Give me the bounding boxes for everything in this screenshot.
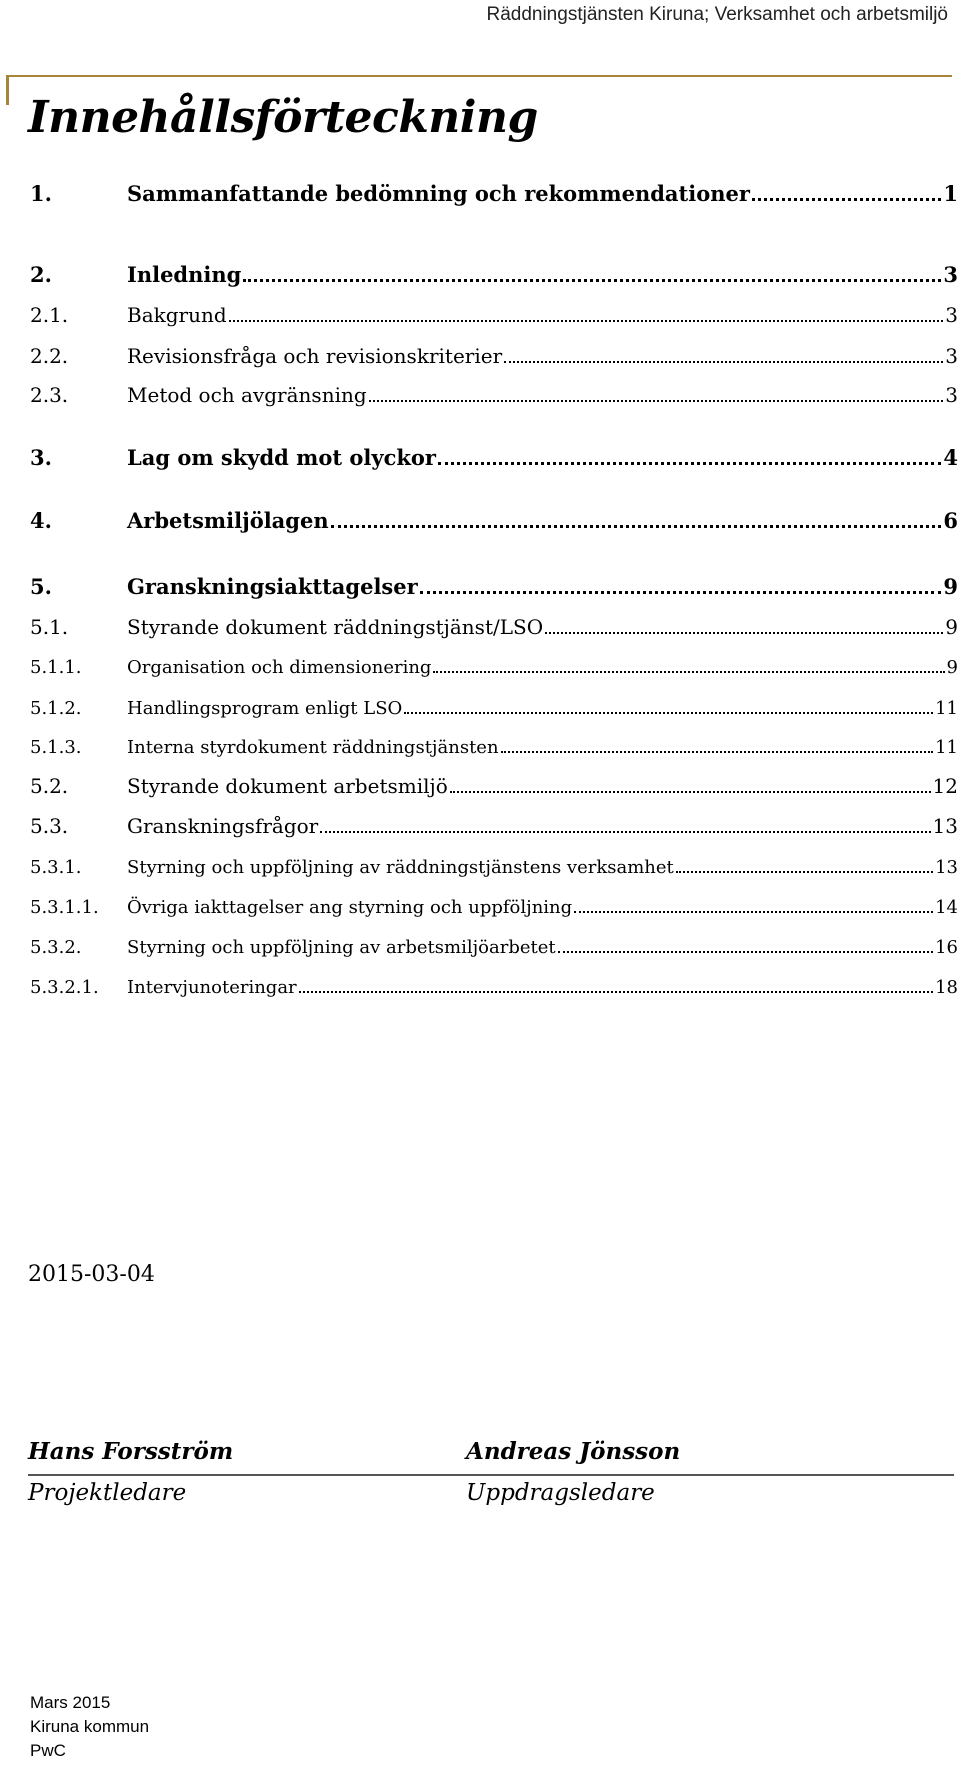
signature-name-2: Andreas Jönsson <box>466 1438 681 1465</box>
toc-entry-page: 16 <box>935 937 958 958</box>
toc-entry[interactable] <box>30 808 958 838</box>
toc-entry[interactable] <box>30 569 958 599</box>
toc-dot-leader <box>369 399 944 402</box>
footer-firm: PwC <box>30 1741 66 1760</box>
toc-entry[interactable] <box>30 338 958 368</box>
signature-rule <box>28 1474 954 1476</box>
toc-entry-page: 18 <box>935 977 958 998</box>
toc-entry-page: 13 <box>932 814 958 838</box>
toc-entry-page: 11 <box>935 698 958 719</box>
toc-heading: Innehållsförteckning <box>28 92 538 143</box>
toc-dot-leader <box>420 590 942 594</box>
toc-entry-page: 3 <box>943 262 958 287</box>
signature-role-1: Projektledare <box>28 1480 187 1506</box>
toc-entry-title: Övriga iakttagelser ang styrning och uppföljning <box>127 897 573 918</box>
toc-entry-number: 5.3.1.1. <box>30 897 99 918</box>
toc-entry[interactable] <box>30 609 958 639</box>
header-rule <box>6 75 952 77</box>
toc-entry-number: 4. <box>30 508 52 533</box>
toc-entry-title: Bakgrund <box>127 303 227 327</box>
toc-entry-number: 5. <box>30 574 52 599</box>
toc-dot-leader <box>438 461 941 465</box>
toc-entry-page: 9 <box>946 657 958 678</box>
toc-entry-title: Styrande dokument arbetsmiljö <box>127 774 448 798</box>
toc-dot-leader <box>450 790 931 793</box>
toc-entry-number: 5.3. <box>30 814 69 838</box>
toc-entry-title: Styrande dokument räddningstjänst/LSO <box>127 615 544 639</box>
toc-entry-number: 5.1.3. <box>30 737 82 758</box>
toc-entry-number: 5.2. <box>30 774 69 798</box>
footer-date: Mars 2015 <box>30 1693 111 1712</box>
toc-dot-leader <box>501 750 934 753</box>
footer <box>30 1691 149 1763</box>
toc-entry[interactable] <box>30 728 958 758</box>
header-rule-corner <box>6 75 9 105</box>
toc-entry[interactable] <box>30 768 958 798</box>
toc-entry[interactable] <box>30 176 958 206</box>
toc-entry-title: Revisionsfråga och revisionskriterier <box>127 344 503 368</box>
toc-dot-leader <box>299 990 933 993</box>
toc-entry-number: 5.1. <box>30 615 69 639</box>
toc-dot-leader <box>574 910 933 913</box>
toc-entry-title: Metod och avgränsning <box>127 383 367 407</box>
toc-entry-number: 5.3.1. <box>30 857 82 878</box>
toc-entry-number: 5.3.2.1. <box>30 977 99 998</box>
toc-entry-title: Sammanfattande bedömning och rekommendationer <box>127 181 750 206</box>
toc-dot-leader <box>504 360 943 363</box>
toc-entry-number: 2.3. <box>30 383 69 407</box>
toc-entry-number: 2.1. <box>30 303 69 327</box>
signature-name-1: Hans Forsström <box>28 1438 234 1465</box>
toc-entry-title: Lag om skydd mot olyckor <box>127 445 436 470</box>
toc-entry-title: Intervjunoteringar <box>127 977 297 998</box>
toc-dot-leader <box>320 830 930 833</box>
toc-entry-number: 5.1.2. <box>30 698 82 719</box>
toc-entry-title: Interna styrdokument räddningstjänsten <box>127 737 499 758</box>
toc-dot-leader <box>243 278 941 282</box>
toc-entry[interactable] <box>30 848 958 878</box>
toc-dot-leader <box>676 870 933 873</box>
toc-dot-leader <box>331 524 942 528</box>
toc-entry-page: 11 <box>935 737 958 758</box>
toc-entry[interactable] <box>30 440 958 470</box>
toc-entry-page: 3 <box>945 344 958 368</box>
toc-entry-page: 9 <box>943 574 958 599</box>
toc-entry-title: Handlingsprogram enligt LSO <box>127 698 403 719</box>
toc-entry-title: Inledning <box>127 262 242 287</box>
toc-entry-page: 13 <box>935 857 958 878</box>
toc-entry-page: 9 <box>945 615 958 639</box>
toc-entry-title: Arbetsmiljölagen <box>127 508 329 533</box>
toc-entry[interactable] <box>30 297 958 327</box>
toc-entry-title: Granskningsiakttagelser <box>127 574 418 599</box>
toc-entry[interactable] <box>30 968 958 998</box>
toc-entry-title: Organisation och dimensionering <box>127 657 432 678</box>
toc-entry[interactable] <box>30 928 958 958</box>
toc-entry-page: 12 <box>932 774 958 798</box>
toc-entry-number: 5.3.2. <box>30 937 82 958</box>
toc-entry[interactable] <box>30 689 958 719</box>
toc-dot-leader <box>752 197 941 201</box>
footer-client: Kiruna kommun <box>30 1717 150 1736</box>
toc-entry-title: Styrning och uppföljning av räddningstjänstens verksamhet <box>127 857 674 878</box>
toc-entry-page: 6 <box>943 508 958 533</box>
toc-entry-page: 3 <box>945 303 958 327</box>
toc-entry-page: 14 <box>935 897 958 918</box>
toc-dot-leader <box>404 711 933 714</box>
toc-entry-page: 4 <box>943 445 958 470</box>
toc-dot-leader <box>433 670 944 673</box>
toc-entry-number: 2. <box>30 262 52 287</box>
toc-entry-title: Styrning och uppföljning av arbetsmiljöarbetet <box>127 937 556 958</box>
running-header: Räddningstjänsten Kiruna; Verksamhet och arbetsmiljö <box>486 4 948 25</box>
toc-entry-page: 3 <box>945 383 958 407</box>
toc-entry-number: 2.2. <box>30 344 69 368</box>
toc-entry[interactable] <box>30 648 958 678</box>
toc-entry[interactable] <box>30 377 958 407</box>
signature-role-2: Uppdragsledare <box>466 1480 655 1506</box>
toc-dot-leader <box>229 319 944 322</box>
toc-entry[interactable] <box>30 257 958 287</box>
toc-entry-page: 1 <box>943 181 958 206</box>
toc-entry-number: 1. <box>30 181 52 206</box>
toc-entry[interactable] <box>30 503 958 533</box>
toc-entry-number: 5.1.1. <box>30 657 82 678</box>
toc-entry[interactable] <box>30 888 958 918</box>
toc-dot-leader <box>545 631 943 634</box>
toc-dot-leader <box>558 950 933 953</box>
report-date: 2015-03-04 <box>28 1262 155 1287</box>
toc-entry-number: 3. <box>30 445 52 470</box>
toc-entry-title: Granskningsfrågor <box>127 814 319 838</box>
